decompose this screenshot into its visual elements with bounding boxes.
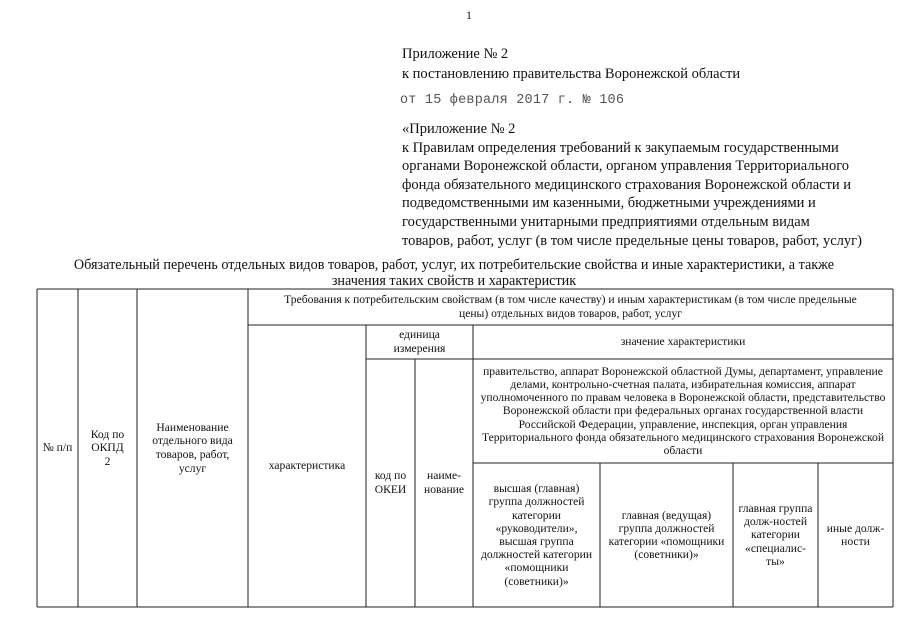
appendix-title: Приложение № 2: [402, 46, 509, 62]
header-group-main-leading: главная (ведущая) группа должностей категории «помощники (советники)»: [608, 508, 725, 562]
header-requirements: Требования к потребительским свойствам (в том числе качеству) и иным характеристикам (в том числе предельные цены) отдельных видов товаров, работ, услуг: [284, 293, 857, 320]
header-group-top-level: высшая (главная) группа должностей категории «руководители», высшая группа должностей категории «помощники (советники)»: [480, 482, 593, 588]
header-group-specialists: главная группа долж-ностей категории «специалис-ты»: [738, 501, 813, 568]
decree-reference: к постановлению правительства Воронежской области: [402, 66, 741, 82]
header-product-name: Наименование отдельного вида товаров, работ, услуг: [152, 420, 233, 475]
rules-appendix-line: органами Воронежской области, органом управления Территориального: [402, 158, 850, 175]
rules-appendix-title: «Приложение № 2: [402, 121, 516, 137]
page-number: 1: [466, 8, 472, 22]
document-title-line: Обязательный перечень отдельных видов товаров, работ, услуг, их потребительские свойства и иные характеристики, а также: [73, 257, 835, 273]
document-title: [30, 258, 878, 289]
rules-appendix-line: государственными унитарными предприятиями отдельным видам: [402, 213, 810, 230]
decree-date: от 15 февраля 2017 г. № 106: [400, 93, 625, 108]
header-okpd-code: Код по ОКПД 2: [90, 427, 125, 468]
rules-appendix-block: [402, 120, 897, 250]
rules-appendix-line: товаров, работ, услуг (в том числе предельные цены товаров, работ, услуг): [402, 232, 862, 249]
header-government-bodies: правительство, аппарат Воронежской областной Думы, департамент, управление делами, контрольно-счетная палата, избирательная комиссия, аппарат уполномоченного по правам человека в Воронежской области, представительство Воронежской области при федеральных органах государственной власти Российской Федерации, управление, инспекция, орган управления Территориального фонда обязательного медицинского страхования Воронежской области: [480, 364, 886, 457]
header-okei-code: код по ОКЕИ: [374, 469, 407, 496]
rules-appendix-line: подведомственными им казенными, бюджетными учреждениями и: [402, 195, 816, 212]
header-characteristic-value: значение характеристики: [620, 335, 746, 349]
header-number: № п/п: [42, 441, 73, 455]
header-unit-of-measure: единица измерения: [393, 328, 446, 355]
rules-appendix-line: фонда обязательного медицинского страхования Воронежской области и: [402, 176, 852, 193]
header-unit-name: наиме-нование: [423, 469, 465, 496]
header-characteristic: характеристика: [268, 459, 346, 473]
rules-appendix-line: к Правилам определения требований к закупаемым государственными: [402, 139, 839, 156]
document-title-line: значения таких свойств и характеристик: [331, 272, 577, 289]
header-group-other: иные долж-ности: [826, 521, 885, 548]
